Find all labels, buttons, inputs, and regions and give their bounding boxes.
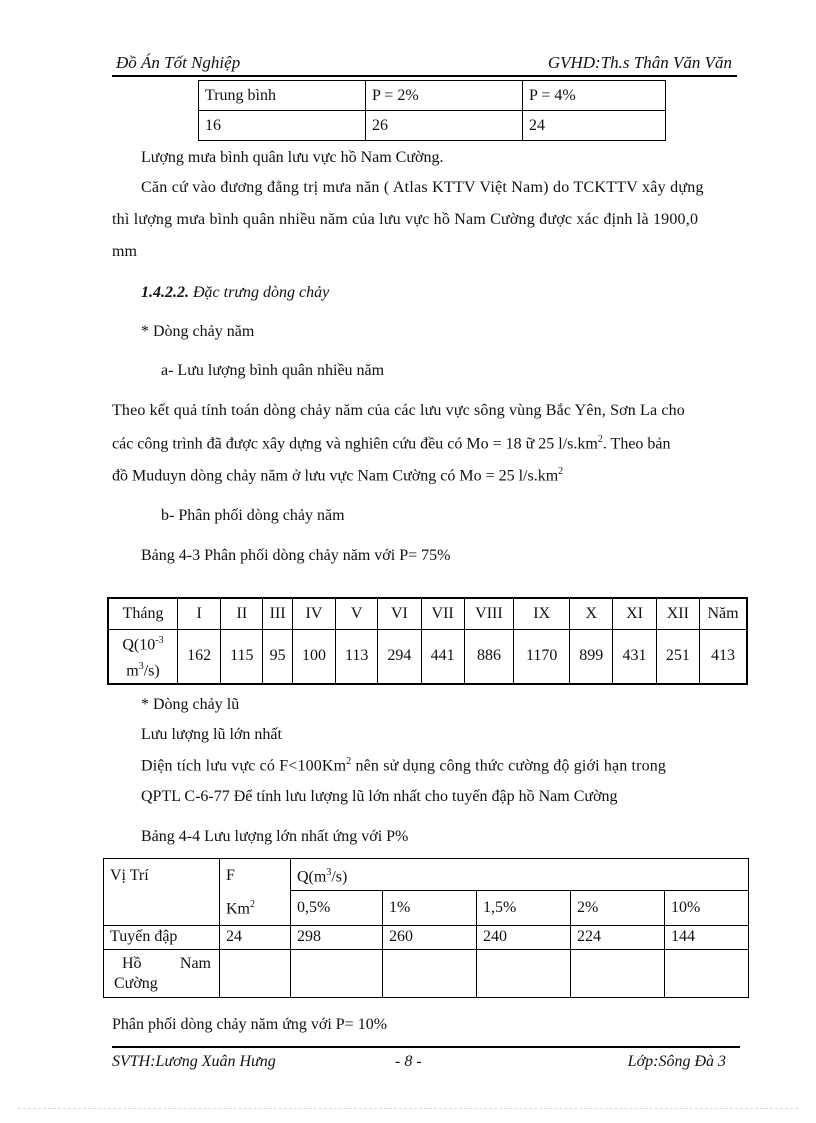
table-cell: 95 — [263, 629, 292, 684]
table-header-cell: 0,5% — [291, 891, 383, 926]
table-header-cell: XI — [613, 598, 656, 629]
table-cell: 16 — [199, 111, 366, 141]
table-header-cell: III — [263, 598, 292, 629]
table-row-label — [108, 629, 178, 684]
table-cell: 413 — [700, 629, 748, 684]
table-cell: 431 — [613, 629, 656, 684]
paragraph-line — [112, 434, 671, 453]
text-segment: . Theo bản — [602, 435, 671, 453]
paragraph-line — [112, 466, 563, 485]
table-row — [104, 926, 749, 950]
table-row — [199, 81, 666, 111]
footer-student: SVTH:Lương Xuân Hưng — [112, 1053, 276, 1070]
page-divider — [18, 1108, 798, 1109]
footer-rule — [112, 1046, 740, 1048]
table-cell — [220, 950, 291, 998]
table-cell: 1170 — [514, 629, 570, 684]
paragraph-line: Theo kết quả tính toán dòng chảy năm của các lưu vực sông vùng Bắc Yên, Sơn La cho — [112, 402, 685, 419]
table-cell — [665, 950, 749, 998]
table-cell: Tuyến đập — [104, 926, 220, 950]
table-header-cell: IX — [514, 598, 570, 629]
section-title: Đặc trưng dòng chảy — [189, 284, 330, 301]
text-segment: nên sử dụng công thức cường độ giới hạn trong — [351, 757, 667, 775]
text-segment: Diện tích lưu vực có F<100Km — [141, 757, 347, 775]
header-advisor: GVHD:Th.s Thân Văn Văn — [547, 53, 732, 72]
superscript: 2 — [558, 466, 564, 477]
table-cell — [104, 950, 220, 998]
page-number: - 8 - — [395, 1053, 422, 1070]
table-cell — [383, 950, 477, 998]
rain-title: Lượng mưa bình quân lưu vực hồ Nam Cường. — [141, 149, 444, 166]
table-cell: 26 — [366, 111, 523, 141]
text-segment: Km — [226, 899, 250, 917]
table-header-cell: IV — [292, 598, 335, 629]
table-row — [199, 111, 666, 141]
table-header-cell: 1% — [383, 891, 477, 926]
superscript: 2 — [597, 434, 603, 445]
table-cell: 240 — [477, 926, 571, 950]
table-header-cell: I — [178, 598, 221, 629]
text-segment: Q(m — [297, 868, 327, 886]
table-header-cell: 10% — [665, 891, 749, 926]
max-flow-table — [103, 858, 749, 998]
flow-distribution-table — [107, 597, 748, 685]
text-segment: /s) — [331, 868, 348, 886]
table-caption: Bảng 4-3 Phân phối dòng chảy năm với P= 75% — [141, 547, 451, 564]
paragraph-line: QPTL C-6-77 Để tính lưu lượng lũ lớn nhất cho tuyến đập hồ Nam Cường — [141, 788, 618, 805]
section-number: 1.4.2.2. — [141, 284, 189, 301]
table-caption: Bảng 4-4 Lưu lượng lớn nhất ứng với P% — [141, 828, 409, 845]
table-cell — [477, 950, 571, 998]
header-title: Đồ Án Tốt Nghiệp — [116, 53, 241, 72]
cell-line: Cường — [114, 975, 158, 992]
table-cell: 294 — [378, 629, 421, 684]
table-cell: 298 — [291, 926, 383, 950]
table-header-cell: X — [570, 598, 613, 629]
text-segment: Q(10 — [122, 636, 156, 654]
text-segment: Nam — [179, 955, 211, 972]
table-cell: 224 — [571, 926, 665, 950]
superscript: 2 — [250, 898, 255, 910]
table-cell: 886 — [464, 629, 513, 684]
header-rule — [112, 75, 737, 77]
table-header-cell: 2% — [571, 891, 665, 926]
table-header-cell: Năm — [700, 598, 748, 629]
annual-flow-heading: * Dòng chảy năm — [141, 323, 255, 340]
table-row — [104, 859, 749, 891]
table-cell: 24 — [523, 111, 666, 141]
table-header-cell: VIII — [464, 598, 513, 629]
table-cell: 115 — [221, 629, 263, 684]
table-cell: 441 — [421, 629, 464, 684]
table-header-cell: F — [220, 859, 291, 891]
table-header-cell: V — [336, 598, 378, 629]
text-segment: /s) — [143, 662, 160, 680]
list-item: b- Phân phối dòng chảy năm — [161, 507, 345, 524]
table-row — [104, 950, 749, 998]
table-cell — [571, 950, 665, 998]
paragraph-line: Phân phối dòng chảy năm ứng với P= 10% — [112, 1016, 388, 1033]
table-header-cell — [291, 859, 749, 891]
table-cell: P = 4% — [523, 81, 666, 111]
paragraph-line: thì lượng mưa bình quân nhiều năm của lưu vực hồ Nam Cường được xác định là 1900,0 — [112, 211, 699, 228]
paragraph-line: Căn cứ vào đương đẳng trị mưa năn ( Atlas KTTV Việt Nam) do TCKTTV xây dựng — [141, 179, 704, 196]
table-header-cell: 1,5% — [477, 891, 571, 926]
rain-table — [198, 80, 666, 141]
table-header-cell — [220, 891, 291, 926]
table-cell: 899 — [570, 629, 613, 684]
superscript: 2 — [346, 756, 352, 767]
max-flood-heading: Lưu lượng lũ lớn nhất — [141, 726, 282, 743]
section-heading — [141, 284, 329, 302]
table-header-cell: Vị Trí — [104, 859, 220, 926]
superscript: 3 — [326, 867, 332, 878]
table-header-cell: Tháng — [108, 598, 178, 629]
table-row — [108, 598, 747, 629]
table-cell: 260 — [383, 926, 477, 950]
table-cell: 24 — [220, 926, 291, 950]
table-cell: 144 — [665, 926, 749, 950]
table-cell — [291, 950, 383, 998]
table-cell: Trung bình — [199, 81, 366, 111]
list-item: a- Lưu lượng bình quân nhiều năm — [161, 362, 385, 379]
table-header-cell: XII — [656, 598, 699, 629]
text-segment: m — [126, 662, 139, 680]
table-cell: 113 — [336, 629, 378, 684]
table-cell: 162 — [178, 629, 221, 684]
superscript: 3 — [138, 661, 144, 673]
text-segment: các công trình đã được xây dựng và nghiên cứu đều có Mo = 18 ữ 25 l/s.km — [112, 435, 598, 453]
paragraph-line: mm — [112, 243, 137, 260]
table-cell: P = 2% — [366, 81, 523, 111]
table-cell: 100 — [292, 629, 335, 684]
table-row — [108, 629, 747, 684]
table-header-cell: II — [221, 598, 263, 629]
flood-heading: * Dòng chảy lũ — [141, 696, 240, 713]
table-header-cell: VI — [378, 598, 421, 629]
text-segment: đồ Muduyn dòng chảy năm ở lưu vực Nam Cường có Mo = 25 l/s.km — [112, 467, 559, 485]
table-cell: 251 — [656, 629, 699, 684]
superscript: -3 — [155, 634, 164, 646]
text-segment: Hồ — [122, 955, 142, 972]
paragraph-line — [141, 756, 666, 775]
cell-line — [110, 954, 219, 974]
table-header-cell: VII — [421, 598, 464, 629]
footer-class: Lớp:Sông Đà 3 — [627, 1053, 726, 1070]
